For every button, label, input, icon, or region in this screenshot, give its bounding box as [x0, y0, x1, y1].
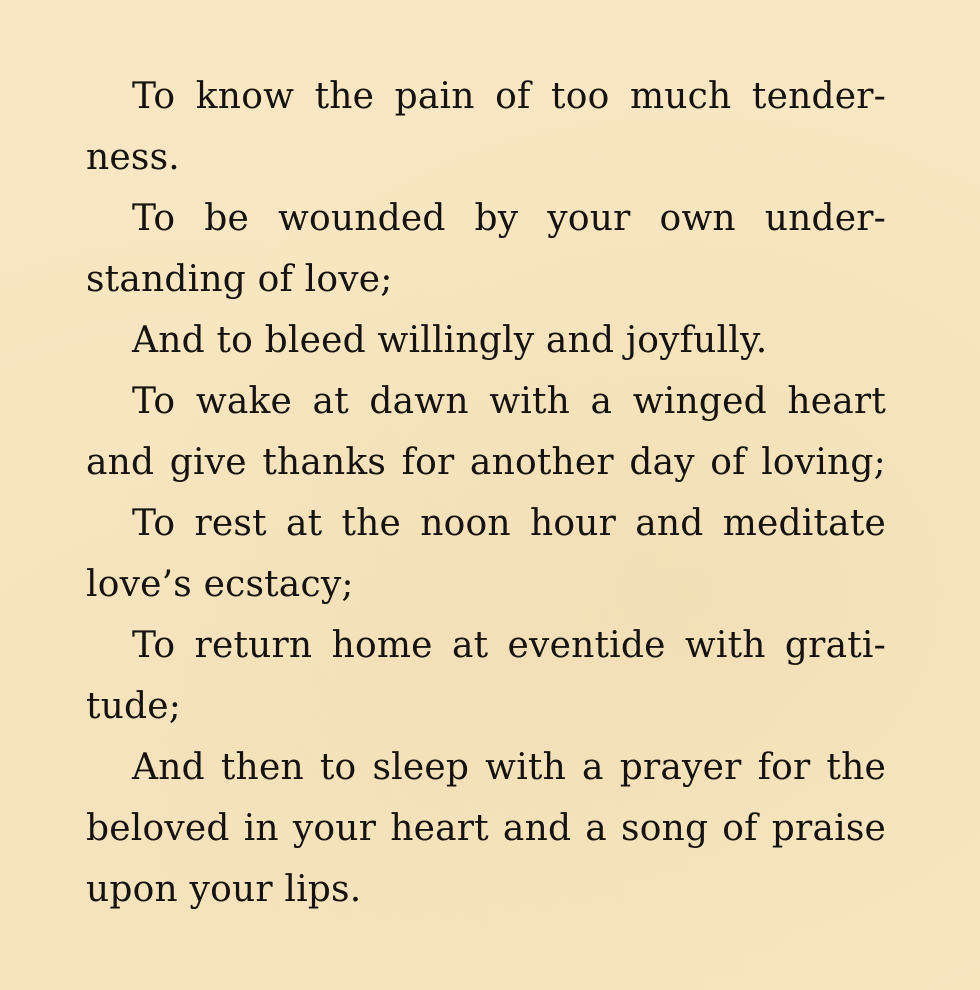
poem-line: To know the pain of too much tender-: [132, 76, 886, 117]
poem-line: To rest at the noon hour and meditate: [132, 503, 886, 544]
poem-line: upon your lips.: [86, 869, 362, 910]
poem-line: love’s ecstacy;: [86, 564, 354, 605]
poem-line: And to bleed willingly and joyfully.: [132, 320, 768, 361]
poem-line: tude;: [86, 686, 182, 727]
poem-line: and give thanks for another day of loving;: [86, 442, 886, 483]
poem-line: And then to sleep with a prayer for the: [132, 747, 886, 788]
poem-line: To return home at eventide with grati-: [132, 625, 886, 666]
poem-line: standing of love;: [86, 259, 393, 300]
poem-text: [86, 66, 886, 920]
poem-line: ness.: [86, 137, 180, 178]
poem-line: beloved in your heart and a song of praise: [86, 808, 886, 849]
poem-line: To be wounded by your own under-: [132, 198, 886, 239]
poem-line: To wake at dawn with a winged heart: [132, 381, 886, 422]
